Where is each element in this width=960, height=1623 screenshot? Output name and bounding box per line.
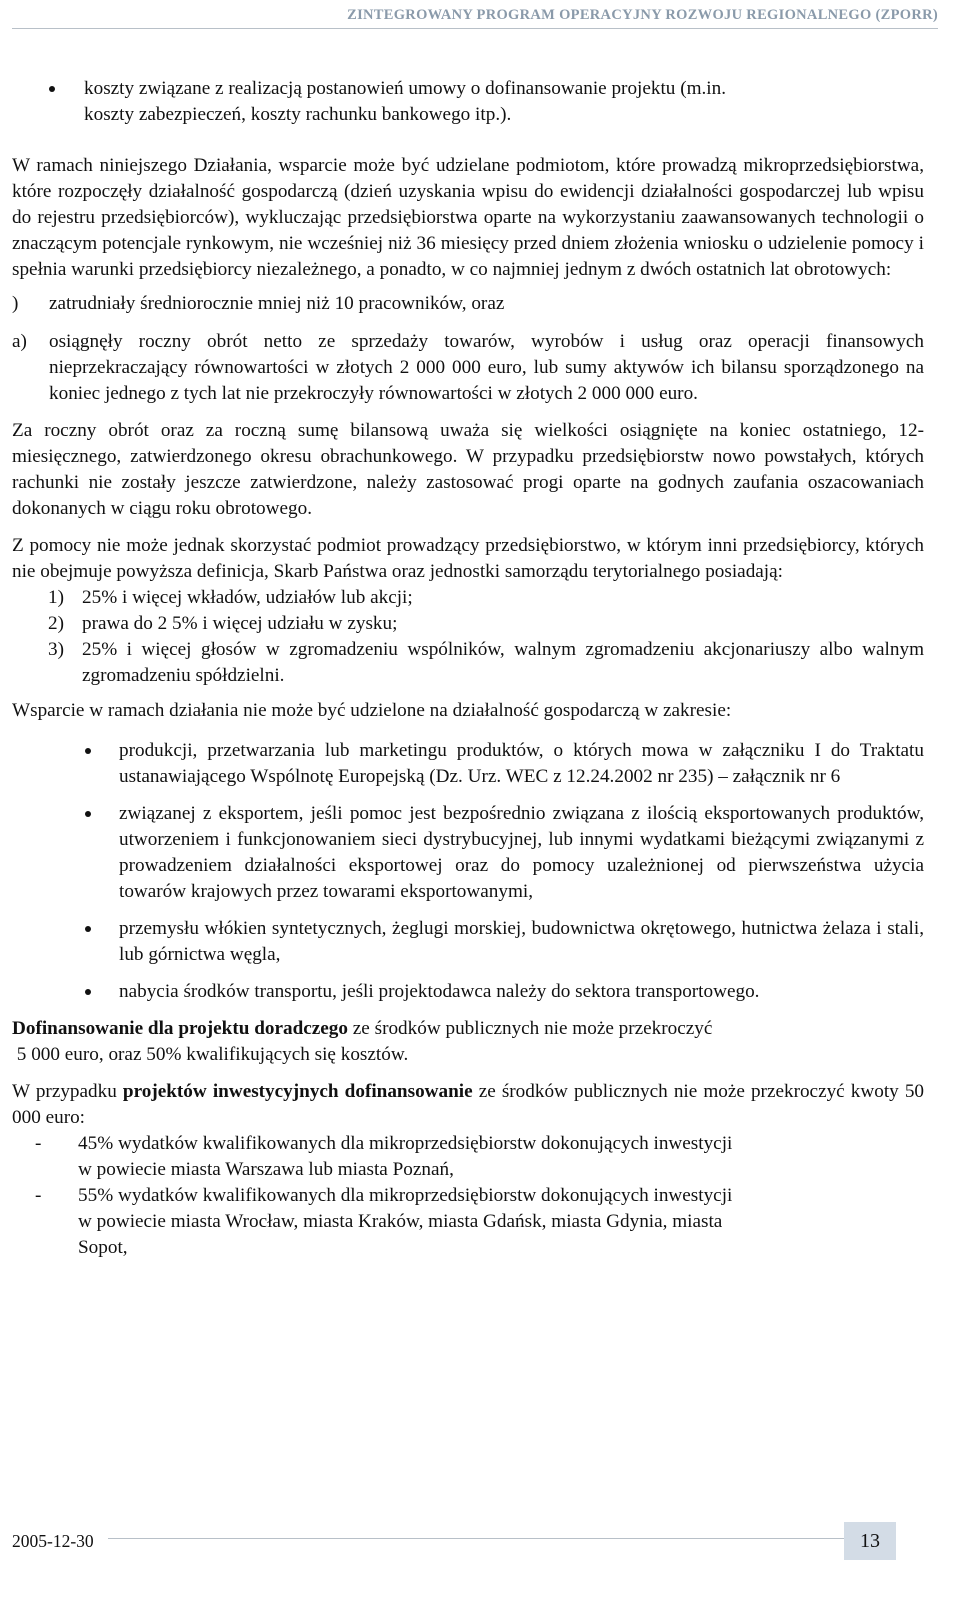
document-body: [12, 76, 924, 1261]
scope-bullet-text: przemysłu włókien syntetycznych, żeglugi morskiej, budownictwa okrętowego, hutnictwa żelaza i stali, lub górnictwa węgla,: [119, 918, 924, 965]
investment-line: 45% wydatków kwalifikowanych dla mikroprzedsiębiorstw dokonujących inwestycji: [78, 1133, 733, 1154]
dash-marker: -: [35, 1185, 42, 1206]
numbered-item: [12, 585, 924, 611]
dash-marker: -: [35, 1133, 42, 1154]
condition-item: [12, 291, 924, 317]
scope-bullet: [12, 801, 924, 905]
scope-bullet: [12, 916, 924, 968]
advisory-rest-line1: ze środków publicznych nie może przekroczyć: [347, 1018, 713, 1039]
bullet-icon: [85, 989, 91, 995]
investment-paragraph: [12, 1079, 924, 1131]
numbered-item: [12, 611, 924, 637]
condition-text: zatrudniały średniorocznie mniej niż 10 pracowników, oraz: [49, 293, 505, 314]
investment-line: w powiecie miasta Wrocław, miasta Kraków, miasta Gdańsk, miasta Gdynia, miasta: [78, 1211, 723, 1232]
bullet-icon: [85, 811, 91, 817]
investment-item: [12, 1183, 924, 1261]
numbered-text: 25% i więcej głosów w zgromadzeniu wspólników, walnym zgromadzeniu akcjonariuszy albo walnym zgromadzeniu spółdzielni.: [82, 639, 924, 686]
turnover-paragraph: Za roczny obrót oraz za roczną sumę bilansową uważa się wielkości osiągnięte na koniec ostatniego, 12-miesięcznego, zatwierdzonego okresu obrachunkowego. W przypadku przedsiębiorstw nowo powstałych, których rachunki nie zostały jeszcze zatwierdzone, należy zastosować progi oparte na godnych zaufania oszacowaniach dokonanych w ciągu roku obrotowego.: [12, 420, 924, 519]
advisory-paragraph: [12, 1016, 924, 1068]
advisory-rest-line2: 5 000 euro, oraz 50% kwalifikujących się kosztów.: [12, 1044, 409, 1065]
exclusion-paragraph: Z pomocy nie może jednak skorzystać podmiot prowadzący przedsiębiorstwo, w którym inni przedsiębiorcy, których nie obejmuje powyższa definicja, Skarb Państwa oraz jednostki samorządu terytorialnego posiadają:: [12, 535, 924, 582]
footer-rule: [108, 1538, 860, 1539]
advisory-bold: Dofinansowanie dla projektu doradczego: [12, 1018, 348, 1039]
cost-bullet-line2: koszty zabezpieczeń, koszty rachunku bankowego itp.).: [84, 104, 512, 125]
header-rule: [12, 28, 938, 29]
condition-text: osiągnęły roczny obrót netto ze sprzedaży towarów, wyrobów i usług oraz operacji finansowych nieprzekraczający równowartości w złotych 2 000 000 euro, lub sumy aktywów ich bilansu sporządzonego na koniec jednego z tych lat nie przekroczyły równowartości w złotych 2 000 000 euro.: [49, 331, 924, 404]
bullet-icon: [85, 926, 91, 932]
investment-item: [12, 1131, 924, 1183]
investment-bold: projektów inwestycyjnych dofinansowanie: [122, 1081, 473, 1102]
cost-bullet-line1: koszty związane z realizacją postanowień umowy o dofinansowanie projektu (m.in.: [84, 78, 727, 99]
footer-date: 2005-12-30: [12, 1531, 94, 1551]
investment-line: Sopot,: [78, 1237, 128, 1258]
support-paragraph: W ramach niniejszego Działania, wsparcie może być udzielane podmiotom, które prowadzą mikroprzedsiębiorstwa, które rozpoczęły działalność gospodarczą (dzień uzyskania wpisu do ewidencji działalności gospodarczej lub wpisu do rejestru przedsiębiorców), wykluczając przedsiębiorstwa oparte na wykorzystaniu zaawansowanych technologii o znaczącym potencjale rynkowym, nie wcześniej niż 36 miesięcy przed dniem złożenia wniosku o udzielenie pomocy i spełnia warunki przedsiębiorcy niezależnego, a ponadto, w co najmniej jednym z dwóch ostatnich lat obrotowych:: [12, 155, 924, 280]
page-number: 13: [844, 1522, 896, 1560]
numbered-text: 25% i więcej wkładów, udziałów lub akcji;: [82, 587, 413, 608]
cost-bullet: [12, 76, 924, 128]
bullet-icon: [85, 748, 91, 754]
investment-line: 55% wydatków kwalifikowanych dla mikroprzedsiębiorstw dokonujących inwestycji: [78, 1185, 733, 1206]
scope-bullet-text: produkcji, przetwarzania lub marketingu produktów, o których mowa w załączniku I do Traktatu ustanawiającego Wspólnotę Europejską (Dz. Urz. WEC z 12.24.2002 nr 235) – załącznik nr 6: [119, 740, 924, 787]
condition-marker: ): [12, 293, 19, 314]
scope-paragraph: Wsparcie w ramach działania nie może być udzielone na działalność gospodarczą w zakresie:: [12, 700, 732, 721]
scope-bullet: [12, 738, 924, 790]
numbered-item: [12, 637, 924, 689]
condition-marker: a): [12, 331, 27, 352]
investment-suffix: ze środków publicznych nie może przekroczyć kwoty 50 000 euro:: [12, 1081, 925, 1128]
numbered-marker: 3): [48, 639, 64, 660]
numbered-marker: 2): [48, 613, 64, 634]
scope-bullet: [12, 979, 924, 1005]
bullet-icon: [49, 86, 55, 92]
numbered-marker: 1): [48, 587, 64, 608]
investment-prefix: W przypadku: [12, 1081, 123, 1102]
scope-bullet-text: nabycia środków transportu, jeśli projektodawca należy do sektora transportowego.: [119, 981, 760, 1002]
numbered-text: prawa do 2 5% i więcej udziału w zysku;: [82, 613, 398, 634]
condition-item: [12, 329, 924, 407]
program-header: ZINTEGROWANY PROGRAM OPERACYJNY ROZWOJU REGIONALNEGO (ZPORR): [347, 7, 938, 23]
investment-line: w powiecie miasta Warszawa lub miasta Poznań,: [78, 1159, 454, 1180]
scope-bullet-text: związanej z eksportem, jeśli pomoc jest bezpośrednio związana z ilością eksportowanych produktów, utworzeniem i funkcjonowaniem sieci dystrybucyjnej, lub innymi wydatkami bieżącymi związanymi z prowadzeniem działalności eksportowej oraz do pomocy uzależnionej od pierwszeństwa użycia towarów krajowych przez towarami eksportowanymi,: [119, 803, 924, 902]
